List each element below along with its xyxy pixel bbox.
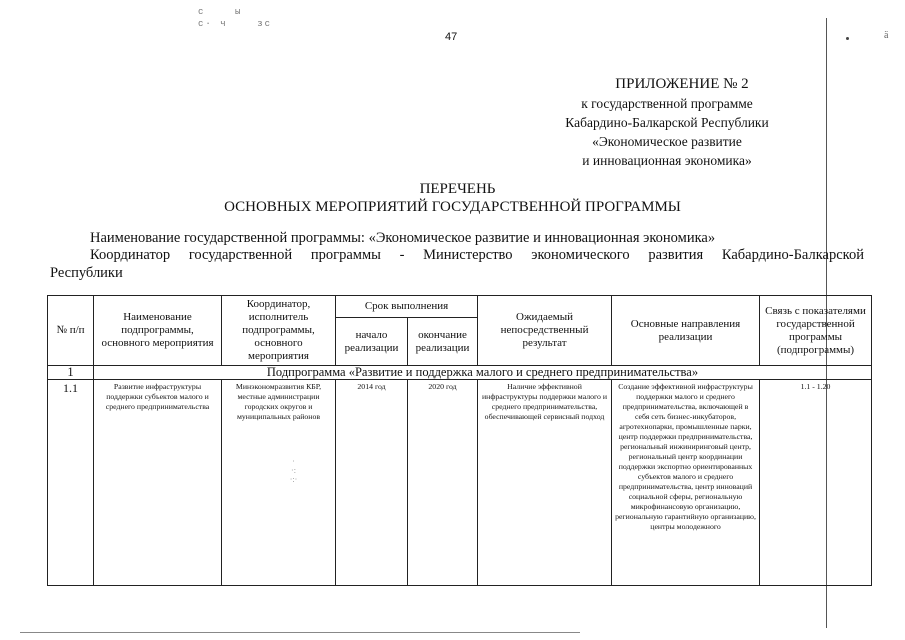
row-end: 2020 год [408, 380, 478, 586]
scan-marks: с ы с· ч зс [198, 7, 273, 29]
subprogram-title: Подпрограмма «Развитие и поддержка малого и среднего предпринимательства» [94, 366, 872, 380]
appendix-line: и инновационная экономика» [582, 153, 752, 168]
header-coordinator: Координатор, исполнитель подпрограммы, основного мероприятия [222, 296, 336, 366]
appendix-line: к государственной программе [581, 96, 753, 111]
header-name: Наименование подпрограммы, основного мероприятия [94, 296, 222, 366]
row-link: 1.1 - 1.20 [760, 380, 872, 586]
row-num: 1.1 [48, 380, 94, 586]
coordinator-line: Республики [50, 265, 123, 281]
subprogram-num: 1 [48, 366, 94, 380]
program-name: Наименование государственной программы: «Экономическое развитие и инновационная экономика» [90, 230, 716, 246]
table-row [48, 380, 872, 586]
header-end: окончание реализации [408, 318, 478, 366]
appendix-line: «Экономическое развитие [592, 134, 742, 149]
row-coordinator-text: Минэкономразвития КБР, местные администрации городских округов и муниципальных районов [235, 382, 322, 421]
heading-subtitle: ОСНОВНЫХ МЕРОПРИЯТИЙ ГОСУДАРСТВЕННОЙ ПРОГРАММЫ [224, 199, 681, 215]
document-heading [0, 180, 905, 216]
heading-title: ПЕРЕЧЕНЬ [419, 181, 496, 197]
header-num: № п/п [48, 296, 94, 366]
row-result: Наличие эффективной инфраструктуры поддержки малого и среднего предпринимательства, обеспечивающей сервисный подход [478, 380, 612, 586]
measures-table [47, 295, 872, 586]
scan-specks: · ·: ·:· [289, 457, 298, 484]
scan-dot [846, 37, 849, 40]
page-bottom-line [20, 632, 580, 633]
page-number: 47 [445, 31, 458, 43]
row-directions: Создание эффективной инфраструктуры поддержки малого и среднего предпринимательства, включающей в себя сеть бизнес-инкубаторов, агротехнопарки, промышленные парки, центр поддержки предпринимательства, региональный инжиниринговый центр, региональный центр координации поддержки экспортно ориентированных субъектов малого и среднего предпринимательства, центр инноваций социальной сферы, региональную микрофинансовую организацию, региональную гарантийную организацию, центры молодежного [612, 380, 760, 586]
scan-corner-mark: ä [884, 30, 889, 41]
appendix-title: ПРИЛОЖЕНИЕ № 2 [615, 76, 749, 92]
header-start: начало реализации [336, 318, 408, 366]
program-coordinator [50, 246, 864, 282]
row-name: Развитие инфраструктуры поддержки субъектов малого и среднего предпринимательства [94, 380, 222, 586]
coordinator-line: Координатор государственной программы - Министерство экономического развития Кабардино-Балкарской [90, 247, 864, 263]
header-directions: Основные направления реализации [612, 296, 760, 366]
appendix-line: Кабардино-Балкарской Республики [565, 115, 769, 130]
row-start: 2014 год [336, 380, 408, 586]
header-term: Срок выполнения [336, 296, 478, 318]
appendix-block [507, 75, 827, 170]
header-result: Ожидаемый непосредственный результат [478, 296, 612, 366]
header-link: Связь с показателями государственной программы (подпрограммы) [760, 296, 872, 366]
row-coordinator [222, 380, 336, 586]
